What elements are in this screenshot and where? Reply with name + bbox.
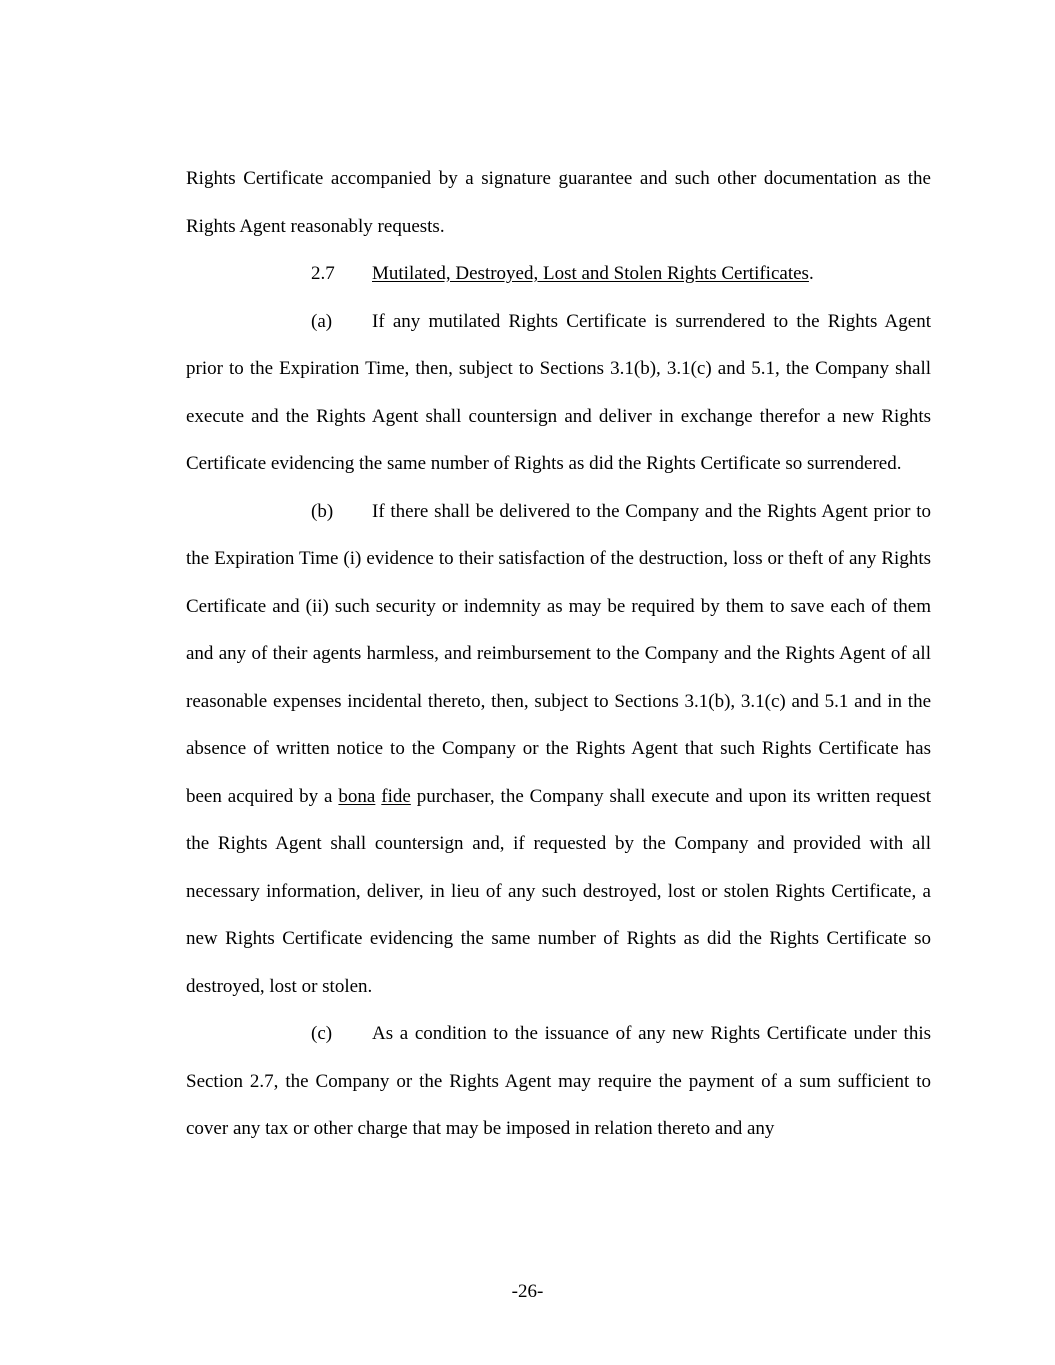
- paragraph-b-label: (b): [311, 500, 334, 522]
- paragraph-a-label: (a): [311, 310, 333, 332]
- paragraph-c: [186, 1010, 931, 1153]
- paragraph-c-text: As a condition to the issuance of any new Rights Certificate under this Section 2.7, the Company or the Rights Agent may require the payment of a sum sufficient to cover any tax or other charge that may be imposed in relation thereto and any: [186, 1023, 931, 1139]
- paragraph-a-text: If any mutilated Rights Certificate is surrendered to the Rights Agent prior to the Expiration Time, then, subject to Sections 3.1(b), 3.1(c) and 5.1, the Company shall execute and the Rights Agent shall countersign and deliver in exchange therefor a new Rights Certificate evidencing the same number of Rights as did the Rights Certificate so surrendered.: [186, 310, 931, 474]
- paragraph-b: [186, 488, 931, 1011]
- paragraph-b-text-after: purchaser, the Company shall execute and upon its written request the Rights Agent shall countersign and, if requested by the Company and provided with all necessary information, deliver, in lieu of any such destroyed, lost or stolen Rights Certificate, a new Rights Certificate evidencing the same number of Rights as did the Rights Certificate so destroyed, lost or stolen.: [186, 785, 932, 997]
- paragraph-a: [186, 298, 931, 488]
- body-text: [186, 155, 931, 1153]
- page-number: -26-: [511, 1281, 544, 1302]
- bona-term: bona: [338, 785, 376, 807]
- section-title: Mutilated, Destroyed, Lost and Stolen Rights Certificates: [372, 263, 809, 284]
- section-title-period: .: [808, 263, 814, 284]
- fide-term: fide: [381, 785, 411, 807]
- section-heading: [186, 250, 931, 298]
- continuation-paragraph: Rights Certificate accompanied by a signature guarantee and such other documentation as the Rights Agent reasonably requests.: [186, 168, 931, 237]
- paragraph-c-label: (c): [311, 1023, 333, 1044]
- paragraph-b-text-before: If there shall be delivered to the Company and the Rights Agent prior to the Expiration Time (i) evidence to their satisfaction of the destruction, loss or theft of any Rights Certificate and (ii) such security or indemnity as may be required by them to save each of them and any of their agents harmless, and reimbursement to the Company and the Rights Agent of all reasonable expenses incidental thereto, then, subject to Sections 3.1(b), 3.1(c) and 5.1 and in the absence of written notice to the Company or the Rights Agent that such Rights Certificate has been acquired by a: [186, 500, 931, 807]
- section-number: 2.7: [311, 263, 335, 284]
